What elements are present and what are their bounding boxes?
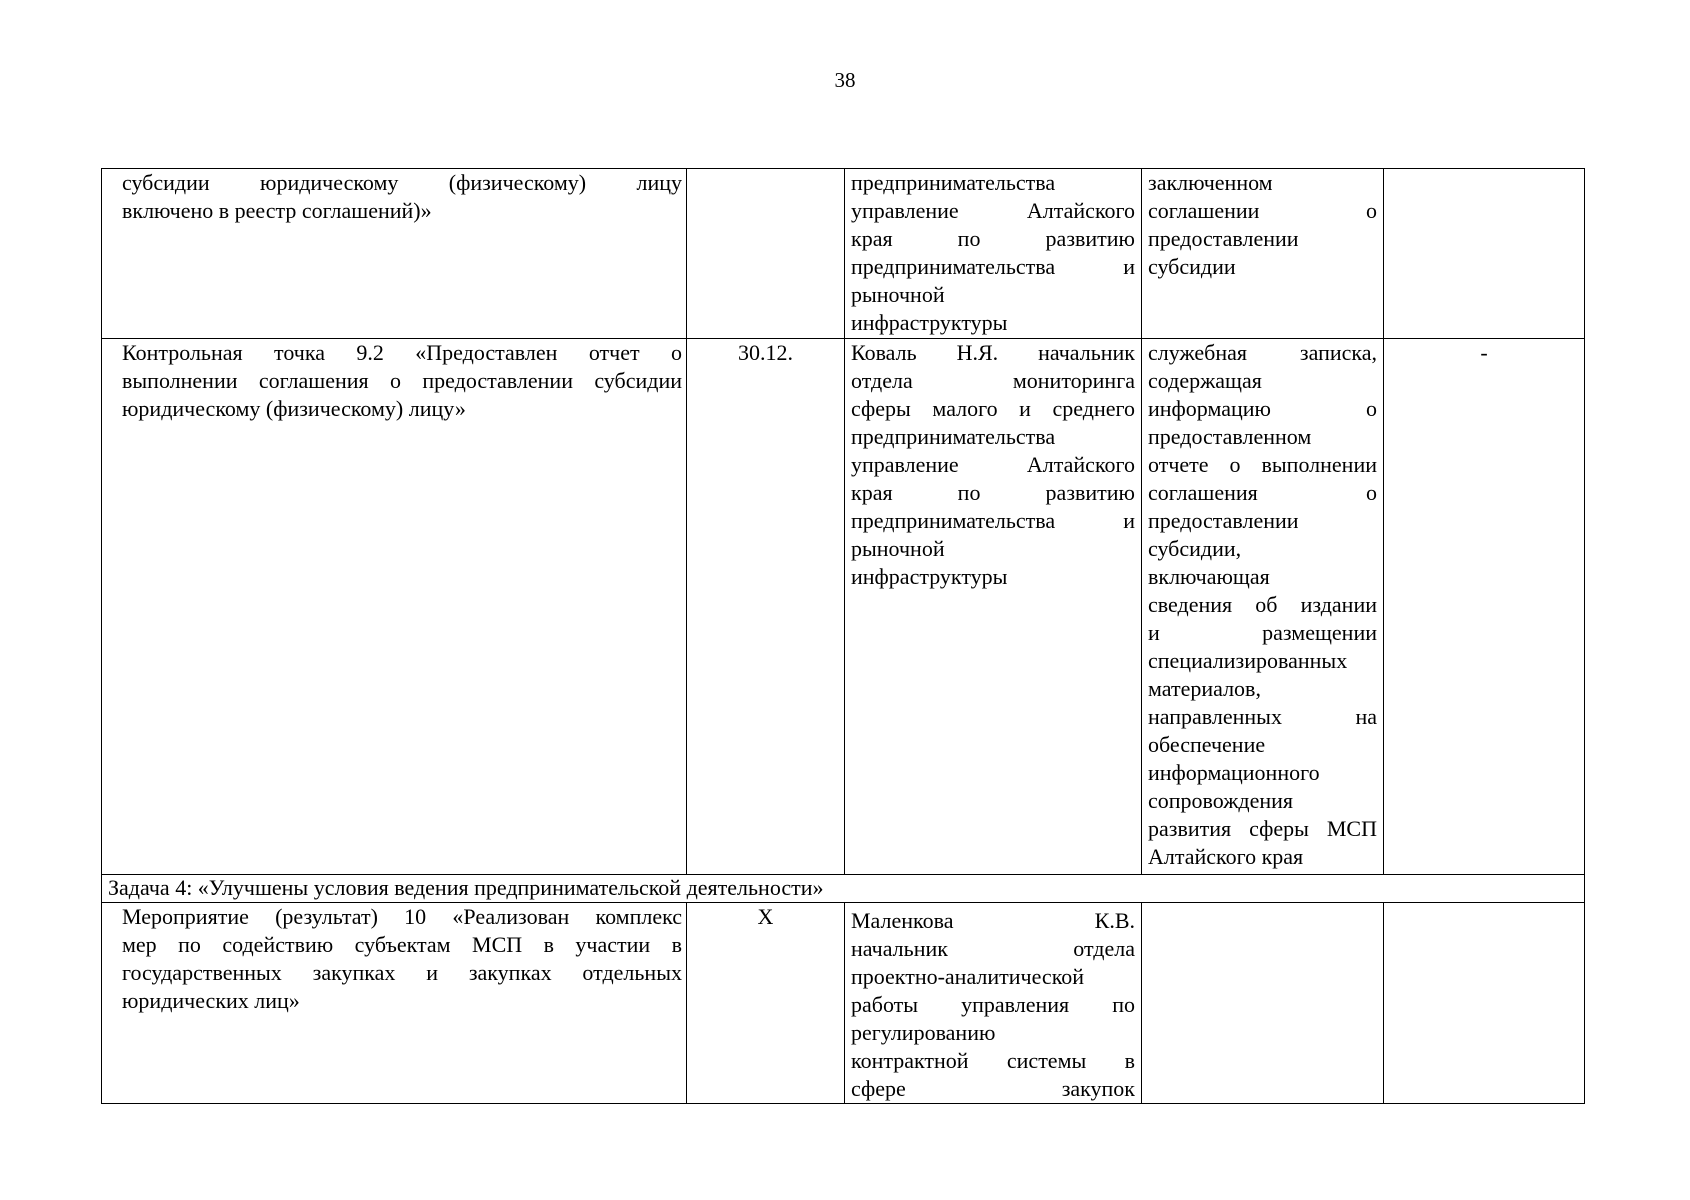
text-line: работы управления по — [851, 992, 1135, 1017]
text-line: рыночной — [851, 282, 945, 307]
text-line: соглашения о — [1148, 480, 1377, 505]
text-line: и размещении — [1148, 620, 1377, 645]
cell-date: Х — [687, 903, 845, 1104]
text-line: содержащая — [1148, 368, 1262, 393]
text-line: сопровождения — [1148, 788, 1294, 813]
cell-description — [102, 169, 687, 339]
text-line: инфраструктуры — [851, 564, 1008, 589]
text-line: информационного — [1148, 760, 1320, 785]
text-line: проектно-аналитической — [851, 964, 1085, 989]
page-number: 38 — [834, 68, 856, 92]
table-row — [102, 169, 1585, 339]
cell-description — [102, 339, 687, 875]
table-row — [102, 339, 1585, 875]
text-line: юридическому (физическому) лицу» — [122, 396, 466, 421]
text-line: развития сферы МСП — [1148, 816, 1377, 841]
cell-date — [687, 169, 845, 339]
text-line: управление Алтайского — [851, 452, 1135, 477]
text-line: предпринимательства — [851, 170, 1056, 195]
text-line: служебная записка, — [1148, 340, 1377, 365]
text-line: заключенном — [1148, 170, 1273, 195]
text-line: управление Алтайского — [851, 198, 1135, 223]
text-line: края по развитию — [851, 226, 1135, 251]
text-line: обеспечение — [1148, 732, 1266, 757]
text-line: предоставлении — [1148, 226, 1299, 251]
text-line: Алтайского края — [1148, 844, 1304, 869]
text-line: предпринимательства и — [851, 508, 1135, 533]
text-line: отдела мониторинга — [851, 368, 1135, 393]
text-line: направленных на — [1148, 704, 1377, 729]
cell-responsible — [845, 169, 1142, 339]
cell-description — [102, 903, 687, 1104]
table-row — [102, 903, 1585, 1104]
cell-responsible — [845, 339, 1142, 875]
text-line: включено в реестр соглашений)» — [122, 198, 432, 223]
cell-document — [1142, 169, 1384, 339]
text-line: субсидии, — [1148, 536, 1242, 561]
text-line: соглашении о — [1148, 198, 1377, 223]
text-line: мер по содействию субъектам МСП в участии в — [122, 932, 682, 957]
task-heading: Задача 4: «Улучшены условия ведения предпринимательской деятельности» — [102, 875, 1585, 903]
text-line: информацию о — [1148, 396, 1377, 421]
text-line: специализированных — [1148, 648, 1348, 673]
text-line: сведения об издании — [1148, 592, 1377, 617]
text-line: регулированию — [851, 1020, 996, 1045]
plan-table — [101, 168, 1585, 1104]
text-line: Коваль Н.Я. начальник — [851, 340, 1135, 365]
text-line: Мероприятие (результат) 10 «Реализован комплекс — [122, 904, 682, 929]
text-line: сферы малого и среднего — [851, 396, 1135, 421]
text-line: начальник отдела — [851, 936, 1135, 961]
cell-note — [1384, 169, 1585, 339]
text-line: субсидии — [1148, 254, 1236, 279]
text-line: предпринимательства и — [851, 254, 1135, 279]
text-line: сфере закупок — [851, 1076, 1135, 1101]
text-line: предоставленном — [1148, 424, 1312, 449]
text-line: государственных закупках и закупках отдельных — [122, 960, 682, 985]
text-line: инфраструктуры — [851, 310, 1008, 335]
text-line: предпринимательства — [851, 424, 1056, 449]
text-line: Маленкова К.В. — [851, 908, 1135, 933]
cell-note — [1384, 903, 1585, 1104]
text-line: предоставлении — [1148, 508, 1299, 533]
cell-document — [1142, 339, 1384, 875]
task-row — [102, 875, 1585, 903]
cell-date: 30.12. — [687, 339, 845, 875]
text-line: включающая — [1148, 564, 1270, 589]
text-line: юридических лиц» — [122, 988, 300, 1013]
text-line: отчете о выполнении — [1148, 452, 1377, 477]
text-line: контрактной системы в — [851, 1048, 1135, 1073]
text-line: материалов, — [1148, 676, 1261, 701]
text-line: рыночной — [851, 536, 945, 561]
text-line: субсидии юридическому (физическому) лицу — [122, 170, 682, 195]
cell-document — [1142, 903, 1384, 1104]
text-line: Контрольная точка 9.2 «Предоставлен отчет о — [122, 340, 682, 365]
text-line: выполнении соглашения о предоставлении субсидии — [122, 368, 682, 393]
cell-responsible — [845, 903, 1142, 1104]
cell-note: - — [1384, 339, 1585, 875]
text-line: края по развитию — [851, 480, 1135, 505]
